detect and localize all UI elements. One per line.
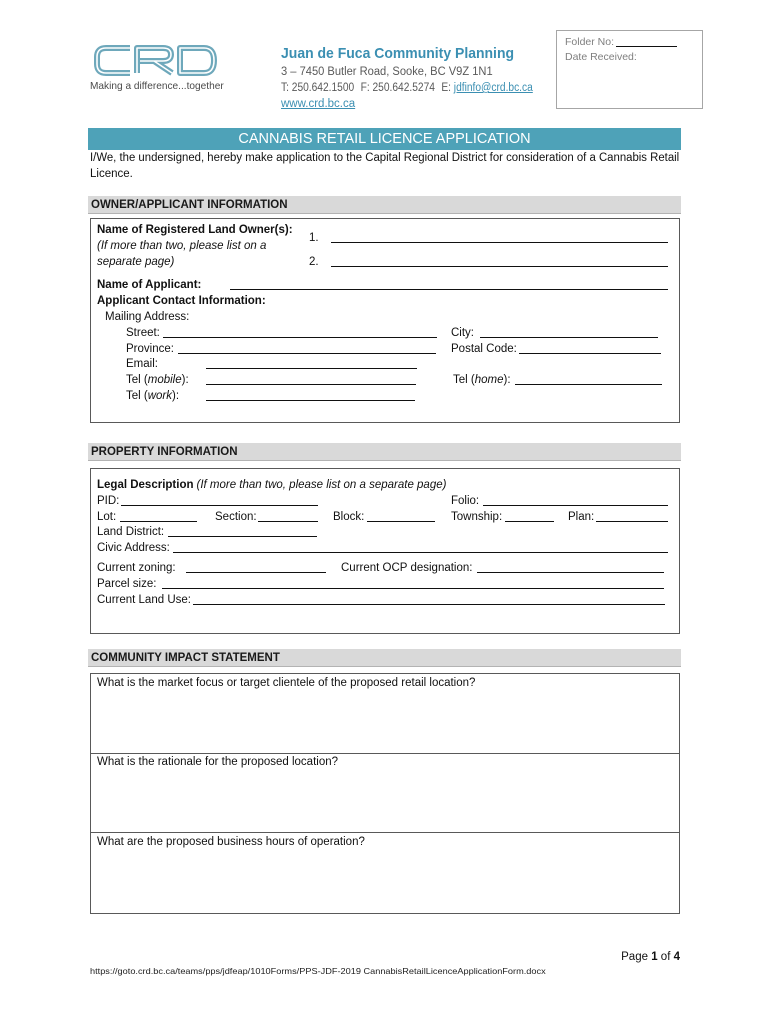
owner-1-field[interactable] [331,231,668,243]
owner-number-1: 1. [309,232,319,244]
pid-field[interactable] [121,494,318,506]
tel-work-field[interactable] [206,389,415,401]
tel-home-suffix: ): [503,374,511,386]
tel-mobile-label [126,373,189,387]
intro-line-2: Licence. [90,168,133,180]
province-label: Province: [126,343,174,355]
section-field[interactable] [258,510,318,522]
intro-line-1: I/We, the undersigned, hereby make application to the Capital Regional District for consideration of a Cannabis Retail [90,152,680,164]
property-section-heading: PROPERTY INFORMATION [88,443,681,461]
market-focus-answer[interactable] [93,693,677,750]
parcel-size-label: Parcel size: [97,578,157,590]
land-owners-note-line-1: (If more than two, please list on a [97,240,267,252]
office-email-label: E: [441,82,451,94]
office-address: 3 – 7450 Butler Road, Sooke, BC V9Z 1N1 [281,66,493,78]
block-label: Block: [333,511,365,523]
legal-description-note: (If more than two, please list on a separate page) [196,479,447,491]
tel-mobile-type: mobile [147,374,182,386]
current-land-use-label: Current Land Use: [97,594,191,606]
document-file-path: https://goto.crd.bc.ca/teams/pps/jdfeap/1010Forms/PPS-JDF-2019 CannabisRetailLicenceApplicationForm.docx [90,966,546,976]
street-label: Street: [126,327,160,339]
applicant-name-label: Name of Applicant: [97,279,202,291]
plan-label: Plan: [568,511,595,523]
contact-info-label: Applicant Contact Information: [97,295,266,307]
logo-tagline: Making a difference...together [90,80,224,92]
ocp-designation-label: Current OCP designation: [341,562,473,574]
postal-code-label: Postal Code: [451,343,517,355]
impact-divider-2 [90,832,680,833]
office-phone: T: 250.642.1500 [281,82,355,94]
date-received-label: Date Received: [565,51,637,63]
folder-no-label: Folder No: [565,36,615,48]
form-title-bar [88,128,681,150]
location-rationale-answer[interactable] [93,772,677,829]
tel-home-prefix: Tel ( [453,374,475,386]
tel-home-type: home [474,374,504,386]
township-label: Township: [451,511,503,523]
office-website-link[interactable]: www.crd.bc.ca [281,98,356,110]
city-field[interactable] [480,326,658,338]
tel-mobile-suffix: ): [181,374,189,386]
page-word: Page [621,951,648,963]
current-zoning-label: Current zoning: [97,562,176,574]
folio-label: Folio: [451,495,480,507]
block-field[interactable] [367,510,435,522]
business-hours-question: What are the proposed business hours of operation? [97,836,365,848]
land-owners-note-line-2: separate page) [97,256,175,268]
tel-mobile-field[interactable] [206,373,416,385]
page-of: of [660,951,671,963]
office-name: Juan de Fuca Community Planning [281,45,515,62]
tel-work-prefix: Tel ( [126,390,148,402]
folder-no-field[interactable] [616,35,677,47]
folio-field[interactable] [483,494,668,506]
tel-mobile-prefix: Tel ( [126,374,148,386]
owner-2-field[interactable] [331,255,668,267]
impact-section-heading: COMMUNITY IMPACT STATEMENT [88,649,681,667]
land-district-field[interactable] [168,525,317,537]
page-total: 4 [673,951,680,963]
tel-home-label [453,373,511,387]
tel-work-label [126,389,179,403]
civic-address-field[interactable] [173,541,668,553]
form-title: CANNABIS RETAIL LICENCE APPLICATION [238,131,531,147]
land-owners-label: Name of Registered Land Owner(s): [97,224,293,236]
crd-logo [92,42,222,82]
applicant-name-field[interactable] [230,278,668,290]
office-contact-line [281,81,533,95]
mailing-address-label: Mailing Address: [105,311,190,323]
street-field[interactable] [163,326,437,338]
location-rationale-question: What is the rationale for the proposed location? [97,756,339,768]
civic-address-label: Civic Address: [97,542,170,554]
legal-description-label: Legal Description [97,479,194,491]
legal-description-row [97,478,446,492]
tel-work-type: work [147,390,173,402]
land-district-label: Land District: [97,526,165,538]
parcel-size-field[interactable] [162,577,664,589]
ocp-designation-field[interactable] [477,561,664,573]
lot-field[interactable] [120,510,197,522]
tel-home-field[interactable] [515,373,662,385]
postal-code-field[interactable] [519,342,661,354]
market-focus-question: What is the market focus or target clientele of the proposed retail location? [97,677,476,689]
section-label: Section: [215,511,257,523]
logo-letter-d [180,48,214,73]
office-email-link[interactable]: jdfinfo@crd.bc.ca [453,82,533,94]
current-zoning-field[interactable] [186,561,326,573]
owner-section-heading: OWNER/APPLICANT INFORMATION [88,196,681,214]
page-current: 1 [651,951,658,963]
plan-field[interactable] [596,510,668,522]
province-field[interactable] [178,342,436,354]
email-label: Email: [126,358,158,370]
lot-label: Lot: [97,511,117,523]
logo-letter-c [97,48,130,73]
city-label: City: [451,327,474,339]
township-field[interactable] [505,510,554,522]
impact-divider-1 [90,753,680,754]
office-fax: F: 250.642.5274 [360,82,435,94]
owner-number-2: 2. [309,256,319,268]
tel-work-suffix: ): [172,390,180,402]
pid-label: PID: [97,495,120,507]
email-field[interactable] [206,357,417,369]
current-land-use-field[interactable] [193,593,665,605]
business-hours-answer[interactable] [93,852,677,910]
page-number [621,950,680,964]
